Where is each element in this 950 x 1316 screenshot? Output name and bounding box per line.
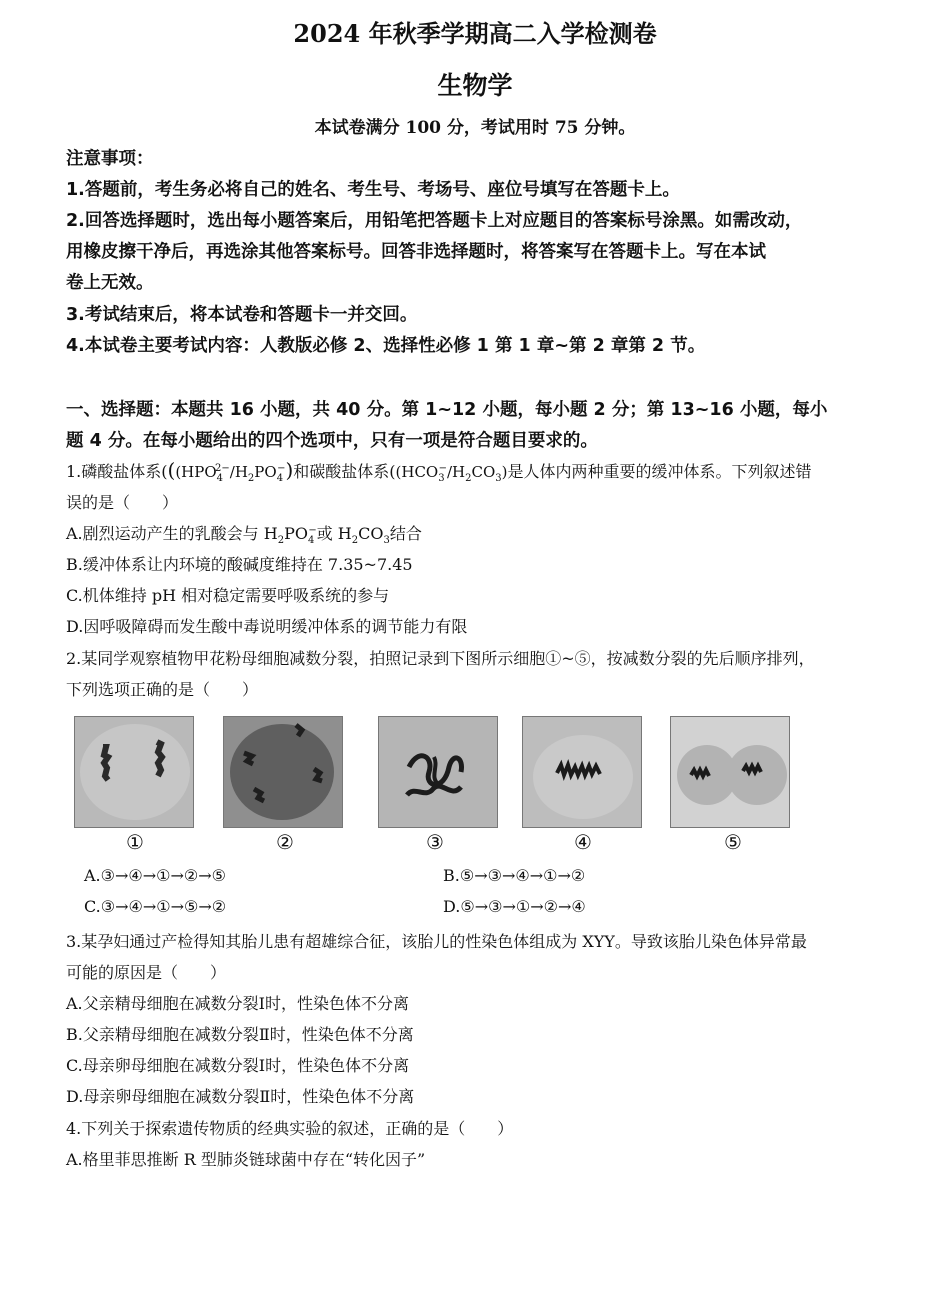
q3-option-a: A.父亲精母细胞在减数分裂Ⅰ时，性染色体不分离 (66, 994, 409, 1013)
q2-option-b: B.⑤→③→④→①→② (443, 866, 586, 885)
micrograph-2 (223, 716, 343, 828)
notice-item-3: 3.考试结束后，将本试卷和答题卡一并交回。 (66, 305, 418, 325)
q1-stem-line-1: 1.磷酸盐体系(($(HPO_4^{2-}/H_2PO_4^-)$和碳酸盐体系($(HCO_3^-/H_2CO_3)$是人体内两种重要的缓冲体系。下列叙述错 (66, 458, 812, 484)
score-line: 本试卷满分 100 分，考试用时 75 分钟。 (314, 118, 636, 138)
q1-option-d: D.因呼吸障碍而发生酸中毒说明缓冲体系的调节能力有限 (66, 617, 468, 636)
q2-option-c: C.③→④→①→⑤→② (84, 897, 227, 916)
micrograph-4 (522, 716, 642, 828)
q2-stem-line-2: 下列选项正确的是（ ） (66, 680, 259, 699)
notice-item-2-line-3: 卷上无效。 (66, 273, 154, 293)
q4-option-a: A.格里菲思推断 R 型肺炎链球菌中存在“转化因子” (66, 1150, 426, 1169)
q3-option-c: C.母亲卵母细胞在减数分裂Ⅰ时，性染色体不分离 (66, 1056, 410, 1075)
notice-item-2-line-1: 2.回答选择题时，选出每小题答案后，用铅笔把答题卡上对应题目的答案标号涂黑。如需改动， (66, 211, 803, 231)
q1-option-a: A.剧烈运动产生的乳酸会与 $H_2PO_4^-$或 $H_2CO_3$结合 (66, 524, 422, 547)
micrograph-3 (378, 716, 498, 828)
exam-title: 2024 年秋季学期高二入学检测卷 (293, 19, 657, 48)
notice-item-1: 1.答题前，考生务必将自己的姓名、考生号、考场号、座位号填写在答题卡上。 (66, 180, 680, 200)
q3-stem-line-1: 3.某孕妇通过产检得知其胎儿患有超雄综合征，该胎儿的性染色体组成为 XYY。导致该胎儿染色体异常最 (66, 932, 807, 951)
micrograph-label-5: ⑤ (724, 830, 742, 854)
q2-option-d: D.⑤→③→①→②→④ (443, 897, 586, 916)
micrograph-label-2: ② (276, 830, 294, 854)
section-heading-line-2: 题 4 分。在每小题给出的四个选项中，只有一项是符合题目要求的。 (66, 431, 598, 451)
micrograph-5 (670, 716, 790, 828)
q1-stem-line-2: 误的是（ ） (66, 493, 179, 512)
section-heading-line-1: 一、选择题：本题共 16 小题，共 40 分。第 1~12 小题，每小题 2 分；第 13~16 小题，每小 (66, 400, 828, 420)
q2-option-a: A.③→④→①→②→⑤ (84, 866, 226, 885)
notice-heading: 注意事项： (66, 149, 154, 169)
micrograph-label-4: ④ (574, 830, 592, 854)
q3-option-d: D.母亲卵母细胞在减数分裂Ⅱ时，性染色体不分离 (66, 1087, 415, 1106)
notice-item-4: 4.本试卷主要考试内容：人教版必修 2、选择性必修 1 第 1 章~第 2 章第 2 节。 (66, 336, 706, 356)
micrograph-label-1: ① (126, 830, 144, 854)
notice-item-2-line-2: 用橡皮擦干净后，再选涂其他答案标号。回答非选择题时，将答案写在答题卡上。写在本试 (66, 242, 766, 262)
micrograph-label-3: ③ (426, 830, 444, 854)
q3-option-b: B.父亲精母细胞在减数分裂Ⅱ时，性染色体不分离 (66, 1025, 414, 1044)
micrograph-1 (74, 716, 194, 828)
q3-stem-line-2: 可能的原因是（ ） (66, 963, 227, 982)
q1-option-c: C.机体维持 pH 相对稳定需要呼吸系统的参与 (66, 586, 390, 605)
q4-stem-line-1: 4.下列关于探索遗传物质的经典实验的叙述，正确的是（ ） (66, 1119, 514, 1138)
q1-option-b: B.缓冲体系让内环境的酸碱度维持在 7.35~7.45 (66, 555, 413, 574)
q2-stem-line-1: 2.某同学观察植物甲花粉母细胞减数分裂，拍照记录到下图所示细胞①~⑤，按减数分裂的先后顺序排列， (66, 649, 815, 668)
subject-title: 生物学 (437, 71, 513, 100)
